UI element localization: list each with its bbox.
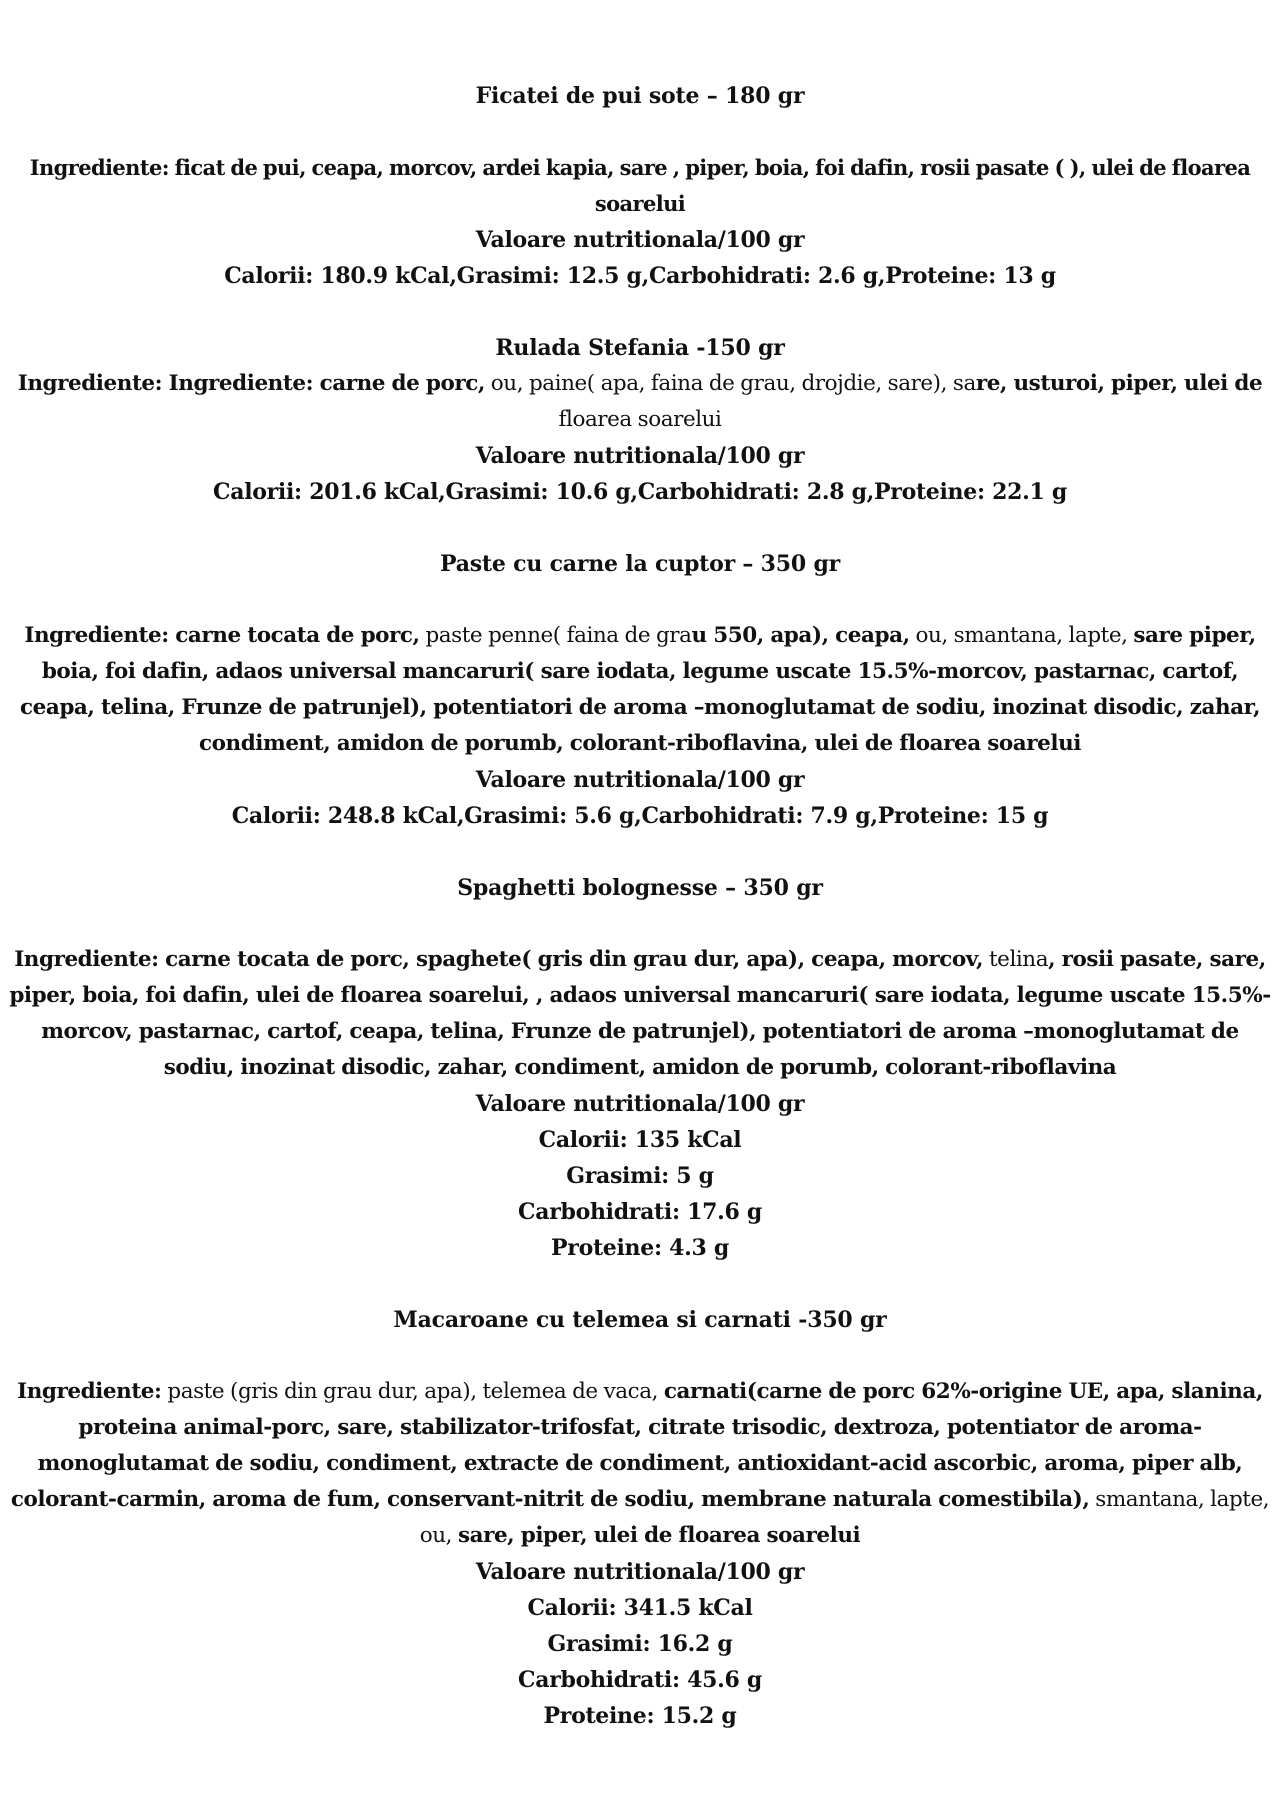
product-section-rulada [0,330,1280,510]
ingredients-segment: sare, piper, ulei de floarea soarelui [457,1523,861,1548]
product-title: Rulada Stefania -150 gr [495,335,785,361]
nutrition-header: Valoare nutritionala/100 gr [475,1091,805,1117]
ingredients-paragraph [0,1374,1280,1554]
ingredients-segment: Ingrediente: ficat de pui, ceapa, morcov, ardei kapia, sare , piper, boia, foi dafin, rosii pasate ( ), ulei de floarea soarelui [29,155,1251,216]
nutrition-proteine: Proteine: 15.2 g [543,1703,737,1729]
ingredients-segment: paste (gris din grau dur, apa), telemea de vaca, [161,1379,664,1404]
ingredients-segment: , rosii pasate, sare, piper, boia, foi dafin, ulei de floarea soarelui, , adaos universal mancaruri( sare iodata, legume uscate 15.5%-morcov, pastarnac, cartof, ceapa, telina, Frunze de patrunjel), potentiatori de aroma –monoglutamat de sodiu, inozinat disodic, zahar, condiment, amidon de porumb, colorant-riboflavina [9,947,1271,1080]
nutrition-header: Valoare nutritionala/100 gr [475,1559,805,1585]
ingredients-paragraph [0,942,1280,1086]
nutrition-proteine: Proteine: 4.3 g [551,1235,729,1261]
product-section-macaroane [0,1302,1280,1734]
product-title: Ficatei de pui sote – 180 gr [475,83,805,109]
ingredients-segment: telina [983,947,1049,972]
ingredients-segment: Ingrediente: [17,1379,162,1404]
nutrition-calorii: Calorii: 341.5 kCal [527,1595,753,1621]
nutrition-carbohidrati: Carbohidrati: 17.6 g [518,1199,762,1225]
ingredients-segment: smantana, lapte, ou, [419,1487,1270,1548]
ingredients-paragraph [0,618,1280,762]
ingredients-segment: floarea soarelui [558,407,722,432]
product-section-spaghetti [0,870,1280,1266]
product-section-ficatei [0,78,1280,294]
nutrition-carbohidrati: Carbohidrati: 45.6 g [518,1667,762,1693]
ingredients-segment: u 550, apa), ceapa, [691,623,910,648]
nutrition-calorii: Calorii: 135 kCal [538,1127,742,1153]
ingredients-segment: Ingrediente: carne tocata de porc, spaghete( gris din grau dur, apa), ceapa, morcov, [14,947,984,972]
nutrition-values: Calorii: 180.9 kCal,Grasimi: 12.5 g,Carbohidrati: 2.6 g,Proteine: 13 g [224,263,1056,289]
ingredients-segment: sare piper, boia, foi dafin, adaos universal mancaruri( sare iodata, legume uscate 15.5%-morcov, pastarnac, cartof, ceapa, telina, Frunze de patrunjel), potentiatori de aroma –monoglutamat de sodiu, inozinat disodic, zahar, condiment, amidon de porumb, colorant-riboflavina, ulei de floarea soarelui [19,623,1261,756]
ingredients-paragraph [0,366,1280,438]
ingredients-segment: Ingrediente: carne tocata de porc, [24,623,420,648]
ingredients-segment: Ingrediente: Ingrediente: carne de porc, [17,371,485,396]
nutrition-header: Valoare nutritionala/100 gr [475,767,805,793]
ingredients-segment: carnati(carne de porc 62%-origine UE, apa, slanina, proteina animal-porc, sare, stabilizator-trifosfat, citrate trisodic, dextroza, potentiator de aroma-monoglutamat de sodiu, condiment, extracte de condiment, antioxidant-acid ascorbic, aroma, piper alb, colorant-carmin, aroma de fum, conservant-nitrit de sodiu, membrane naturala comestibila), [10,1379,1263,1512]
product-title: Spaghetti bolognesse – 350 gr [457,875,823,901]
nutrition-values: Calorii: 248.8 kCal,Grasimi: 5.6 g,Carbohidrati: 7.9 g,Proteine: 15 g [231,803,1049,829]
product-title: Macaroane cu telemea si carnati -350 gr [393,1307,887,1333]
nutrition-header: Valoare nutritionala/100 gr [475,443,805,469]
product-title: Paste cu carne la cuptor – 350 gr [439,551,841,577]
nutrition-grasimi: Grasimi: 5 g [566,1163,714,1189]
ingredients-paragraph [0,150,1280,222]
ingredients-segment: ou, paine( apa, faina de grau, drojdie, sare), sa [484,371,976,396]
nutrition-values: Calorii: 201.6 kCal,Grasimi: 10.6 g,Carbohidrati: 2.8 g,Proteine: 22.1 g [213,479,1067,505]
nutrition-header: Valoare nutritionala/100 gr [475,227,805,253]
nutrition-grasimi: Grasimi: 16.2 g [547,1631,733,1657]
ingredients-segment: paste penne( faina de gra [419,623,692,648]
ingredients-segment: ou, smantana, lapte, [909,623,1134,648]
ingredients-segment: re, usturoi, piper, ulei de [975,371,1263,396]
product-section-paste-cuptor [0,546,1280,834]
